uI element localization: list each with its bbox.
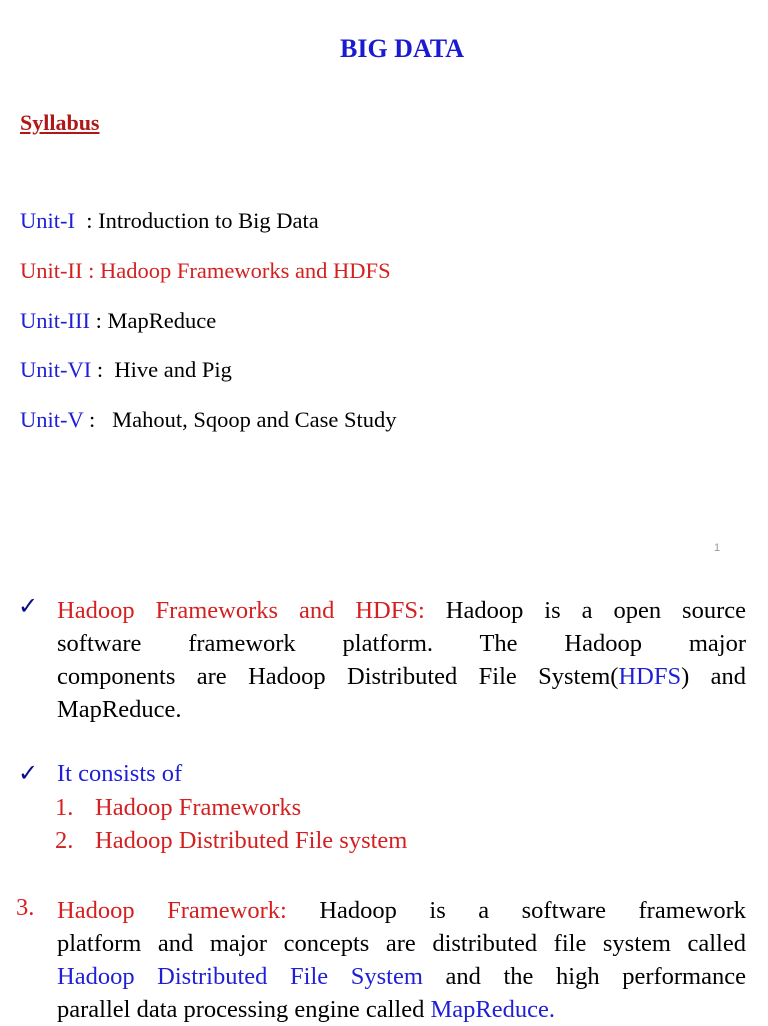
unit-4-sep: : [91,357,109,382]
para3-line4 [57,993,746,1026]
checkmark-icon: ✓ [18,592,39,620]
unit-1-sep: : [75,208,99,233]
checkmark-icon: ✓ [18,759,39,787]
unit-4-topic: Hive and Pig [108,357,232,382]
unit-2 [20,258,391,284]
para3-line4-a: parallel data processing engine called [57,996,431,1023]
unit-3-topic: MapReduce [107,308,217,333]
para1-line3-b: ) and [681,663,746,690]
unit-5-label: Unit-V [20,407,84,432]
para1-line1 [57,594,746,627]
unit-2-label: Unit-II : Hadoop Frameworks and HDFS [20,258,391,283]
syllabus-heading: Syllabus [20,110,100,135]
para3-line2: platform and major concepts are distributed file system called [57,930,746,957]
para1-line1-rest: Hadoop is a open source [424,597,746,624]
slide-divider [0,570,768,571]
unit-3 [20,308,216,334]
para1-line4: MapReduce. [57,696,182,723]
para3-mapreduce-link: MapReduce. [430,996,555,1023]
unit-5 [20,407,396,433]
para3-line1-rest: Hadoop is a software framework [286,897,746,924]
para1-line3 [57,660,746,693]
para3-number: 3. [16,894,35,921]
unit-4-label: Unit-VI [20,357,92,382]
paragraph-hadoop-frameworks [57,594,746,726]
para1-line2: software framework platform. The Hadoop major [57,630,746,657]
unit-1-topic: Introduction to Big Data [98,208,319,233]
unit-1 [20,208,319,234]
slide-title: BIG DATA [340,34,464,63]
unit-3-label: Unit-III [20,308,90,333]
para3-heading: Hadoop Framework: [57,897,287,924]
para1-heading: Hadoop Frameworks and HDFS: [57,597,425,624]
unit-5-topic: Mahout, Sqoop and Case Study [100,407,397,432]
page-number: 1 [714,542,721,554]
unit-4 [20,357,232,383]
para3-line1 [57,894,746,927]
para2-heading: It consists of [57,760,183,787]
para1-line3-a: components are Hadoop Distributed File System( [57,663,619,690]
list-item-number: 1. [55,794,74,821]
list-item: Hadoop Frameworks [95,794,302,821]
para3-hdfs-link: Hadoop Distributed File System [57,963,423,990]
para3-line3-rest: and the high performance [422,963,746,990]
list-item: Hadoop Distributed File system [95,827,408,854]
para3-line3 [57,960,746,993]
unit-3-sep: : [89,308,108,333]
paragraph-hadoop-framework [57,894,746,1026]
unit-1-label: Unit-I [20,208,75,233]
para1-hdfs: HDFS [618,663,682,690]
list-item-number: 2. [55,827,74,854]
unit-5-sep: : [83,407,101,432]
